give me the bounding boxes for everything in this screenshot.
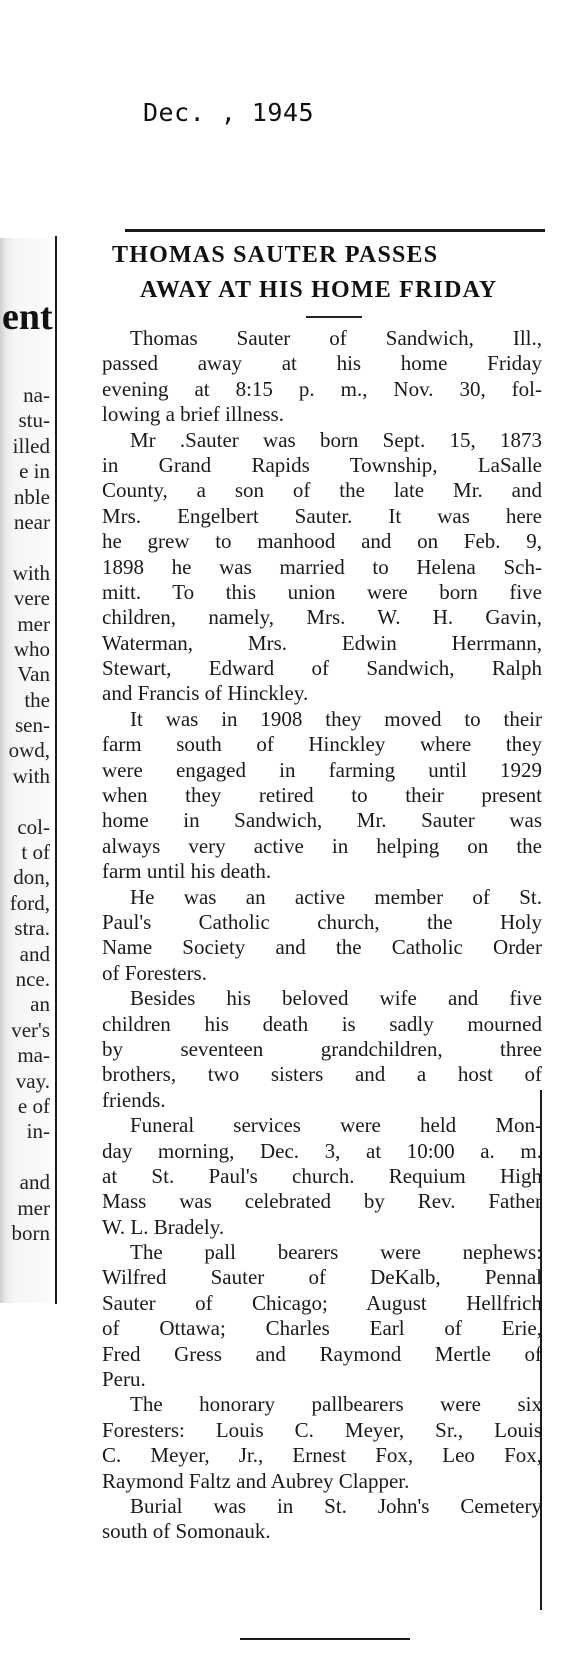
fragment-line: vay. bbox=[15, 1068, 50, 1093]
article-line: Fred Gress and Raymond Mertle of bbox=[102, 1341, 542, 1366]
article-line: by seventeen grandchildren, three bbox=[102, 1036, 542, 1061]
article-line: day morning, Dec. 3, at 10:00 a. m. bbox=[102, 1138, 542, 1163]
article-line: Sauter of Chicago; August Hellfrich bbox=[102, 1290, 542, 1315]
fragment-line: don, bbox=[13, 865, 50, 890]
fragment-line bbox=[0, 535, 50, 560]
article-line: south of Somonauk. bbox=[102, 1519, 271, 1544]
paragraph bbox=[72, 428, 542, 707]
fragment-line: nce. bbox=[15, 966, 50, 991]
fragment-line: ma- bbox=[17, 1043, 50, 1068]
article-line: Raymond Faltz and Aubrey Clapper. bbox=[102, 1468, 410, 1493]
fragment-line: in- bbox=[26, 1119, 50, 1144]
fragment-line: near bbox=[13, 509, 50, 534]
article-line: brothers, two sisters and a host of bbox=[102, 1062, 542, 1087]
fragment-line: born bbox=[11, 1220, 50, 1245]
paragraph bbox=[72, 1392, 542, 1494]
article-line: and Francis of Hinckley. bbox=[102, 681, 309, 706]
article-line: Waterman, Mrs. Edwin Herrmann, bbox=[102, 630, 542, 655]
adjacent-column-fragment bbox=[0, 238, 54, 1303]
fragment-line: na- bbox=[23, 383, 50, 407]
article-line: Mass was celebrated by Rev. Father bbox=[102, 1189, 542, 1214]
article-line: Funeral services were held Mon- bbox=[130, 1113, 542, 1138]
fragment-line: with bbox=[12, 763, 50, 788]
article-line: Besides his beloved wife and five bbox=[130, 986, 542, 1011]
article-body bbox=[72, 326, 542, 1545]
top-rule bbox=[125, 229, 545, 232]
headline-line-1: THOMAS SAUTER PASSES bbox=[112, 242, 439, 268]
article-line: Burial was in St. John's Cemetery bbox=[130, 1493, 542, 1518]
article-line: were engaged in farming until 1929 bbox=[102, 757, 542, 782]
fragment-line: e in bbox=[19, 459, 50, 484]
clipping-date: Dec. , 1945 bbox=[143, 98, 315, 127]
headline-line-2: AWAY AT HIS HOME FRIDAY bbox=[140, 277, 498, 303]
fragment-line: t of bbox=[21, 840, 50, 865]
article-line: 1898 he was married to Helena Sch- bbox=[102, 554, 542, 579]
article-line: at St. Paul's church. Requium High bbox=[102, 1163, 542, 1188]
fragment-line: nble bbox=[13, 484, 50, 509]
article-line: Foresters: Louis C. Meyer, Sr., Louis bbox=[102, 1417, 542, 1442]
article-line: He was an active member of St. bbox=[130, 884, 542, 909]
fragment-lines bbox=[0, 383, 50, 1246]
obituary-article bbox=[72, 238, 542, 1545]
fragment-line: sen- bbox=[15, 713, 50, 738]
article-line: home in Sandwich, Mr. Sauter was bbox=[102, 808, 542, 833]
article-line: always very active in helping on the bbox=[102, 833, 542, 858]
paragraph bbox=[72, 707, 542, 885]
headline bbox=[72, 238, 542, 308]
paragraph bbox=[72, 326, 542, 428]
fragment-line: and bbox=[19, 941, 50, 966]
fragment-line: the bbox=[24, 687, 50, 712]
fragment-heading: ent bbox=[2, 296, 53, 338]
fragment-line: with bbox=[12, 560, 50, 585]
article-line: friends. bbox=[102, 1087, 166, 1112]
paragraph bbox=[72, 1240, 542, 1392]
fragment-line: ford, bbox=[9, 890, 50, 915]
fragment-line: vere bbox=[13, 586, 50, 611]
fragment-line: Van bbox=[17, 662, 50, 687]
article-line: Paul's Catholic church, the Holy bbox=[102, 909, 542, 934]
article-line: C. Meyer, Jr., Ernest Fox, Leo Fox, bbox=[102, 1443, 542, 1468]
article-line: children his death is sadly mourned bbox=[102, 1011, 542, 1036]
paragraph bbox=[72, 885, 542, 987]
paragraph bbox=[72, 1494, 542, 1545]
article-line: Thomas Sauter of Sandwich, Ill., bbox=[130, 326, 542, 350]
article-line: Peru. bbox=[102, 1367, 146, 1392]
article-line: Mrs. Engelbert Sauter. It was here bbox=[102, 503, 542, 528]
article-line: he grew to manhood and on Feb. 9, bbox=[102, 529, 542, 554]
fragment-line: mer bbox=[17, 611, 50, 636]
fragment-line: and bbox=[19, 1170, 50, 1195]
article-line: children, namely, Mrs. W. H. Gavin, bbox=[102, 605, 542, 630]
fragment-line: ver's bbox=[11, 1017, 50, 1042]
article-line: Name Society and the Catholic Order bbox=[102, 935, 542, 960]
fragment-line: an bbox=[30, 992, 50, 1017]
fragment-line bbox=[0, 1145, 50, 1170]
column-divider bbox=[55, 236, 57, 1304]
fragment-line: who bbox=[13, 636, 50, 661]
fragment-line bbox=[0, 789, 50, 814]
article-line: County, a son of the late Mr. and bbox=[102, 478, 542, 503]
article-line: The honorary pallbearers were six bbox=[130, 1392, 542, 1417]
article-line: farm south of Hinckley where they bbox=[102, 732, 542, 757]
fragment-line: e of bbox=[17, 1093, 50, 1118]
fragment-line: col- bbox=[17, 814, 50, 839]
fragment-line: owd, bbox=[8, 738, 50, 763]
fragment-line: stu- bbox=[18, 408, 50, 433]
article-line: farm until his death. bbox=[102, 859, 272, 884]
article-line: Wilfred Sauter of DeKalb, Pennal bbox=[102, 1265, 542, 1290]
paragraph bbox=[72, 986, 542, 1113]
fragment-line: illed bbox=[12, 433, 50, 458]
article-line: It was in 1908 they moved to their bbox=[130, 706, 542, 731]
fragment-line: mer bbox=[17, 1195, 50, 1220]
bottom-rule bbox=[240, 1638, 410, 1640]
fragment-line: stra. bbox=[14, 916, 50, 941]
article-line: evening at 8:15 p. m., Nov. 30, fol- bbox=[102, 376, 542, 401]
article-line: The pall bearers were nephews: bbox=[130, 1240, 542, 1265]
article-line: W. L. Bradely. bbox=[102, 1214, 225, 1239]
article-line: Mr .Sauter was born Sept. 15, 1873 bbox=[130, 427, 542, 452]
article-line: in Grand Rapids Township, LaSalle bbox=[102, 452, 542, 477]
article-line: when they retired to their present bbox=[102, 783, 542, 808]
article-line: of Foresters. bbox=[102, 960, 207, 985]
article-line: mitt. To this union were born five bbox=[102, 579, 542, 604]
article-line: Stewart, Edward of Sandwich, Ralph bbox=[102, 656, 542, 681]
article-line: of Ottawa; Charles Earl of Erie, bbox=[102, 1316, 542, 1341]
article-line: passed away at his home Friday bbox=[102, 351, 542, 376]
paragraph bbox=[72, 1113, 542, 1240]
article-line: lowing a brief illness. bbox=[102, 402, 284, 427]
headline-divider bbox=[306, 316, 362, 318]
